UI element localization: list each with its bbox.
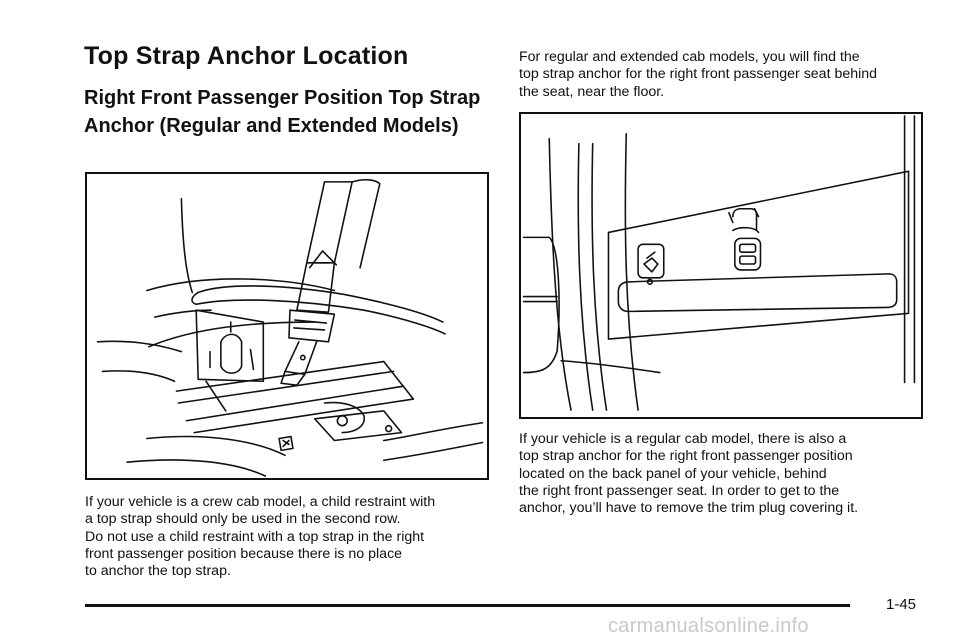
regular-cab-paragraph: If your vehicle is a regular cab model, there is also a top strap anchor for the right front passenger position located on the back panel of your vehicle, behind the right front passenger seat. In order to get to the anchor, you’ll have to remove the trim plug covering it. [519, 431, 859, 517]
regular-extended-cab-paragraph: For regular and extended cab models, you will find the top strap anchor for the right front passenger seat behind the seat, near the floor. [519, 49, 878, 100]
footer-rule [85, 604, 850, 607]
watermark-text: carmanualsonline.info [608, 615, 809, 637]
page-number: 1-45 [886, 596, 917, 613]
seat-anchor-illustration [85, 172, 489, 480]
back-panel-anchor-illustration [519, 112, 923, 419]
crew-cab-paragraph: If your vehicle is a crew cab model, a child restraint with a top strap should only be used in the second row. Do not use a child restraint with a top strap in the right front passenger position because there is no place to anchor the top strap. [85, 494, 436, 580]
section-subheading: Right Front Passenger Position Top Strap Anchor (Regular and Extended Models) [84, 87, 481, 137]
page-heading: Top Strap Anchor Location [84, 42, 409, 70]
